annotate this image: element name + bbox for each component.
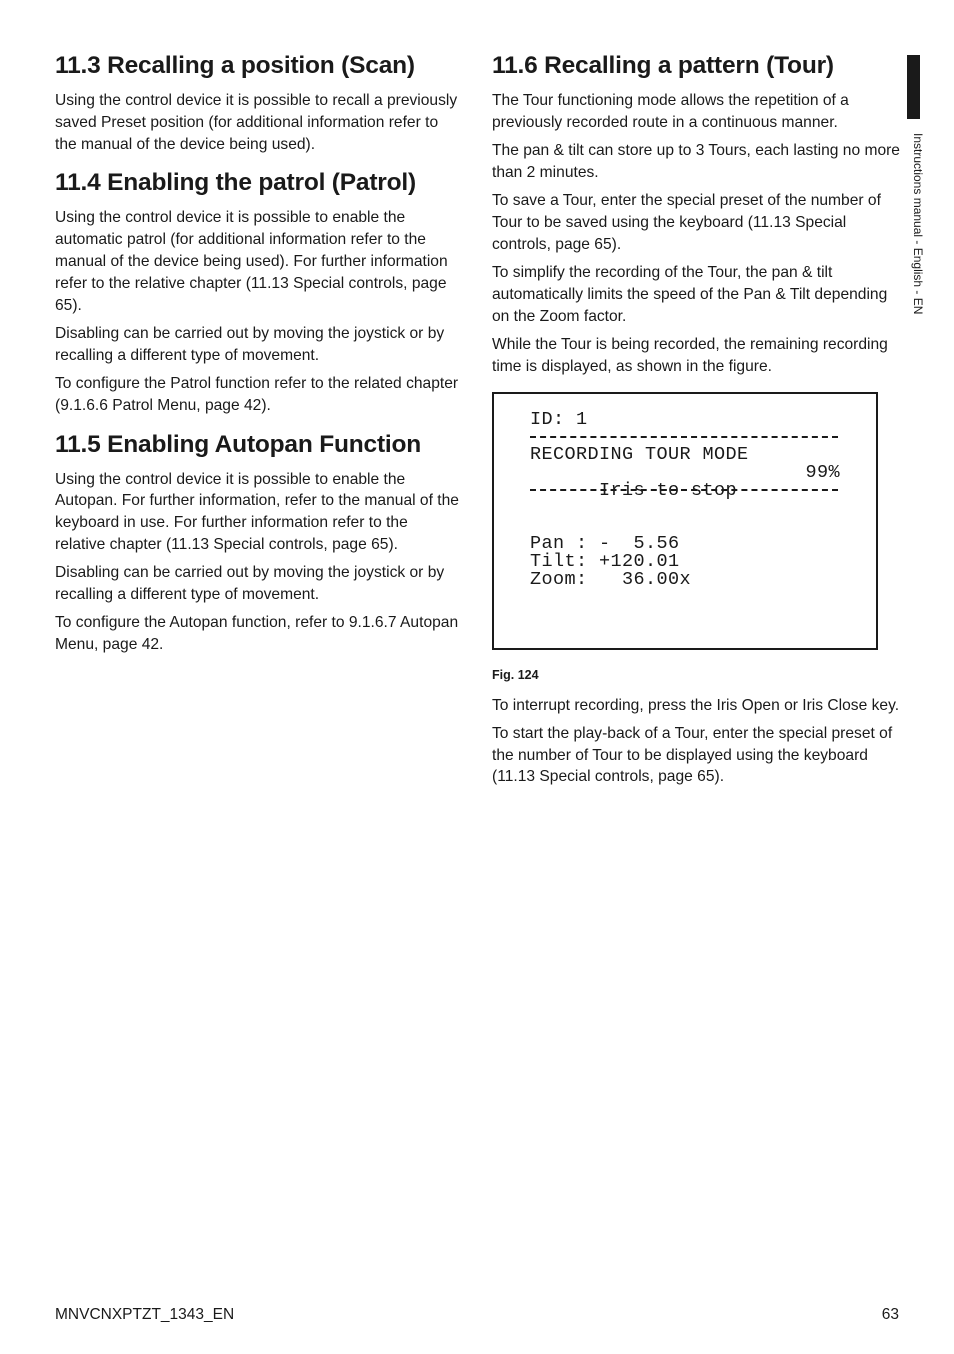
section-patrol <box>55 167 460 416</box>
paragraph: While the Tour is being recorded, the remaining recording time is displayed, as shown in the figure. <box>492 335 888 375</box>
heading-patrol: 11.4 Enabling the patrol (Patrol) <box>55 169 416 197</box>
osd-iris-row <box>530 461 840 536</box>
paragraph: Disabling can be carried out by moving the joystick or by recalling a different type of movement. <box>55 324 445 364</box>
side-tab-marker <box>907 55 920 119</box>
osd-iris-label: Iris to stop <box>599 479 738 501</box>
osd-id-line: ID: 1 <box>530 408 588 430</box>
osd-divider <box>530 436 838 438</box>
section-scan <box>55 50 460 155</box>
osd-zoom-line: Zoom: 36.00x <box>530 568 692 590</box>
paragraph: Using the control device it is possible to enable the Autopan. For further information, refer to the manual of the keyboard in use. For further information refer to the relative chapter (11.13 Special controls, page 65). <box>55 470 459 553</box>
osd-screen-figure <box>492 392 878 650</box>
left-column <box>55 50 460 668</box>
heading-autopan: 11.5 Enabling Autopan Function <box>55 430 422 458</box>
paragraph: To simplify the recording of the Tour, the pan & tilt automatically limits the speed of the Pan & Tilt depending on the Zoom factor. <box>492 264 888 325</box>
paragraph: Using the control device it is possible to recall a previously saved Preset position (for additional information refer to the manual of the device being used). <box>55 92 458 153</box>
footer-page-number: 63 <box>881 1306 899 1323</box>
osd-divider <box>530 489 838 491</box>
heading-scan: 11.3 Recalling a position (Scan) <box>55 52 415 79</box>
footer-doc-code: MNVCNXPTZT_1343_EN <box>55 1306 235 1323</box>
osd-pan-line: Pan : - 5.56 <box>530 532 680 554</box>
paragraph: To start the play-back of a Tour, enter the special preset of the number of Tour to be displayed using the keyboard (11.13 Special controls, page 65). <box>492 724 893 786</box>
paragraph: The pan & tilt can store up to 3 Tours, each lasting no more than 2 minutes. <box>492 142 900 181</box>
paragraph: To configure the Patrol function refer to the related chapter (9.1.6.6 Patrol Menu, page 42). <box>55 374 459 414</box>
osd-iris-percent: 99% <box>805 461 840 483</box>
paragraph: The Tour functioning mode allows the repetition of a previously recorded route in a continuous manner. <box>492 92 849 131</box>
paragraph: To interrupt recording, press the Iris Open or Iris Close key. <box>492 696 900 714</box>
side-running-header: Instructions manual - English - EN <box>911 133 925 315</box>
heading-tour: 11.6 Recalling a pattern (Tour) <box>492 52 834 79</box>
paragraph: To save a Tour, enter the special preset of the number of Tour to be saved using the keyboard (11.13 Special controls, page 65). <box>492 192 881 253</box>
paragraph: Disabling can be carried out by moving the joystick or by recalling a different type of movement. <box>55 564 445 604</box>
osd-mode-line: RECORDING TOUR MODE <box>530 443 749 465</box>
paragraph: Using the control device it is possible to enable the automatic patrol (for additional information refer to the manual of the device being used). For further information refer to the relative chapter (11.13 Special controls, page 65). <box>55 209 448 314</box>
osd-tilt-line: Tilt: +120.01 <box>530 550 680 572</box>
right-column <box>492 50 902 795</box>
figure-caption: Fig. 124 <box>492 667 539 682</box>
paragraph: To configure the Autopan function, refer to 9.1.6.7 Autopan Menu, page 42. <box>55 614 459 654</box>
section-autopan <box>55 429 460 656</box>
